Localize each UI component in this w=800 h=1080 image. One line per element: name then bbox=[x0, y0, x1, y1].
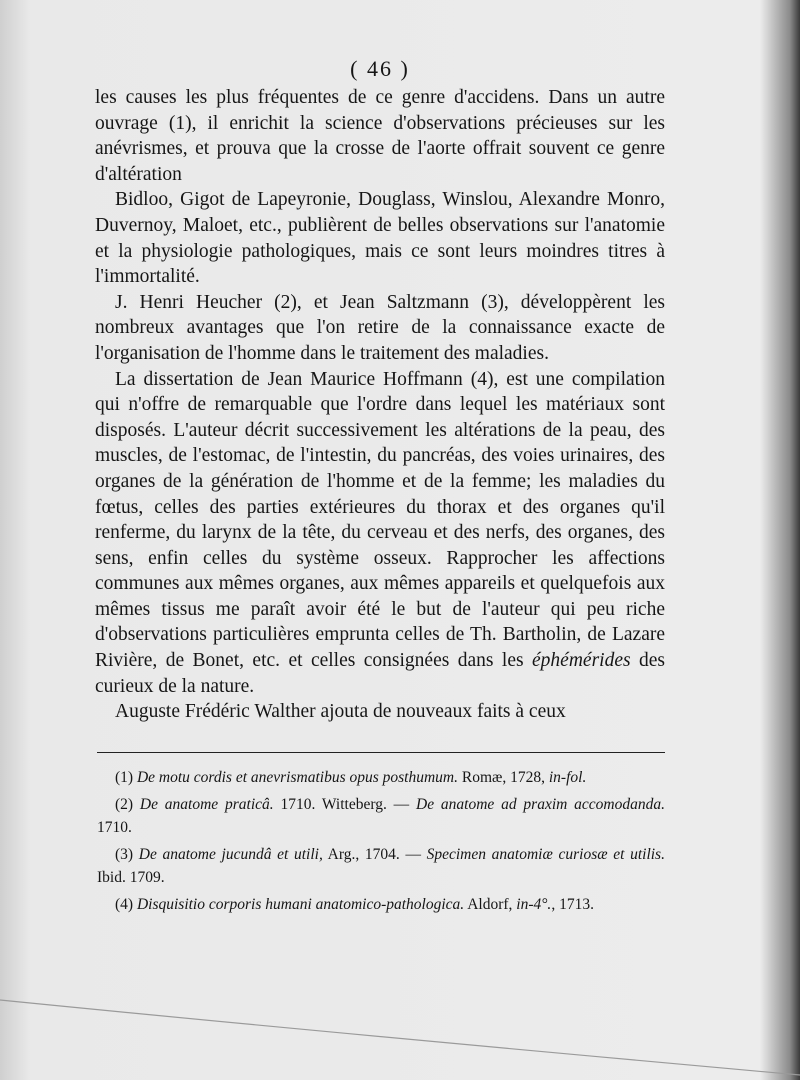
paragraph-4-italic: éphémérides bbox=[532, 650, 631, 672]
footnote-1 bbox=[97, 766, 665, 790]
footnote-1-format: in-fol. bbox=[548, 769, 587, 786]
footnote-3 bbox=[97, 843, 665, 890]
paragraph-4-tail: des curieux de la nature. bbox=[95, 650, 665, 697]
paragraph-4 bbox=[95, 367, 665, 700]
footnote-2-info: 1710. Witteberg. — bbox=[273, 795, 416, 813]
footnote-4-number: (4) bbox=[115, 895, 134, 913]
footnote-2-number: (2) bbox=[115, 795, 134, 813]
footnote-4 bbox=[97, 893, 665, 917]
footnote-4-title: Disquisitio corporis humani anatomico-pathologica. bbox=[136, 895, 465, 913]
paragraph-3: J. Henri Heucher (2), et Jean Saltzmann (3), développèrent les nombreux avantages que l'on retire de la connaissance exacte de l'organisation de l'homme dans le traitement des maladies. bbox=[95, 291, 665, 364]
footnote-3-title: De anatome jucundâ et utili, bbox=[138, 845, 323, 863]
footnote-divider bbox=[97, 752, 665, 753]
footnote-4-year: , 1713. bbox=[551, 895, 594, 913]
main-text bbox=[95, 85, 665, 725]
footnote-3-year: Ibid. 1709. bbox=[97, 869, 165, 886]
footnote-2 bbox=[97, 793, 665, 840]
page-number: ( 46 ) bbox=[350, 56, 410, 81]
footnote-2-year: 1710. bbox=[97, 819, 132, 836]
footnote-4-format: in-4°. bbox=[516, 895, 552, 913]
footnote-3-number: (3) bbox=[115, 845, 134, 863]
footnote-2-title2: De anatome ad praxim accomodanda. bbox=[416, 795, 665, 813]
footnote-1-number: (1) bbox=[115, 769, 134, 786]
paragraph-5: Auguste Frédéric Walther ajouta de nouveaux faits à ceux bbox=[115, 701, 566, 723]
footnote-3-title2: Specimen anatomiæ curiosæ et utilis. bbox=[426, 845, 665, 863]
paragraph-4-text: La dissertation de Jean Maurice Hoffmann (4), est une compilation qui n'offre de remarquable que l'ordre dans lequel les matériaux sont disposés. L'auteur décrit successivement les altérations de la peau, des muscles, de l'estomac, de l'intestin, du pancréas, des voies urinaires, des organes de la génération de l'homme et de la femme; les maladies du fœtus, celles des parties extérieures du thorax et des organes qu'il renferme, du larynx de la tête, du cerveau et des nerfs, des organes, des sens, enfin celles du système osseux. Rapprocher les affections communes aux mêmes organes, aux mêmes appareils et quelquefois aux mêmes tissus me paraît avoir été le but de l'auteur qui peu riche d'observations particulières emprunta celles de Th. Bartholin, de Lazare Rivière, de Bonet, etc. et celles consignées dans les bbox=[95, 368, 665, 672]
footnote-1-title: De motu cordis et anevrismatibus opus posthumum. bbox=[136, 769, 458, 786]
footnote-1-info: Romæ, 1728, bbox=[458, 769, 549, 786]
page-curl-line bbox=[0, 990, 800, 1080]
paragraph-1: les causes les plus fréquentes de ce genre d'accidens. Dans un autre ouvrage (1), il enrichit la science d'observations précieuses sur les anévrismes, et prouva que la crosse de l'aorte offrait souvent ce genre d'altération bbox=[95, 87, 665, 185]
footnote-4-info: Aldorf, bbox=[464, 895, 517, 913]
footnote-2-title: De anatome praticâ. bbox=[139, 795, 274, 813]
paragraph-2: Bidloo, Gigot de Lapeyronie, Douglass, Winslou, Alexandre Monro, Duvernoy, Maloet, etc., publièrent de belles observations sur l'anatomie et la physiologie pathologiques, mais ce sont leurs moindres titres à l'immortalité. bbox=[95, 189, 665, 288]
footnote-3-info: Arg., 1704. — bbox=[322, 845, 427, 863]
footnotes bbox=[97, 766, 665, 919]
